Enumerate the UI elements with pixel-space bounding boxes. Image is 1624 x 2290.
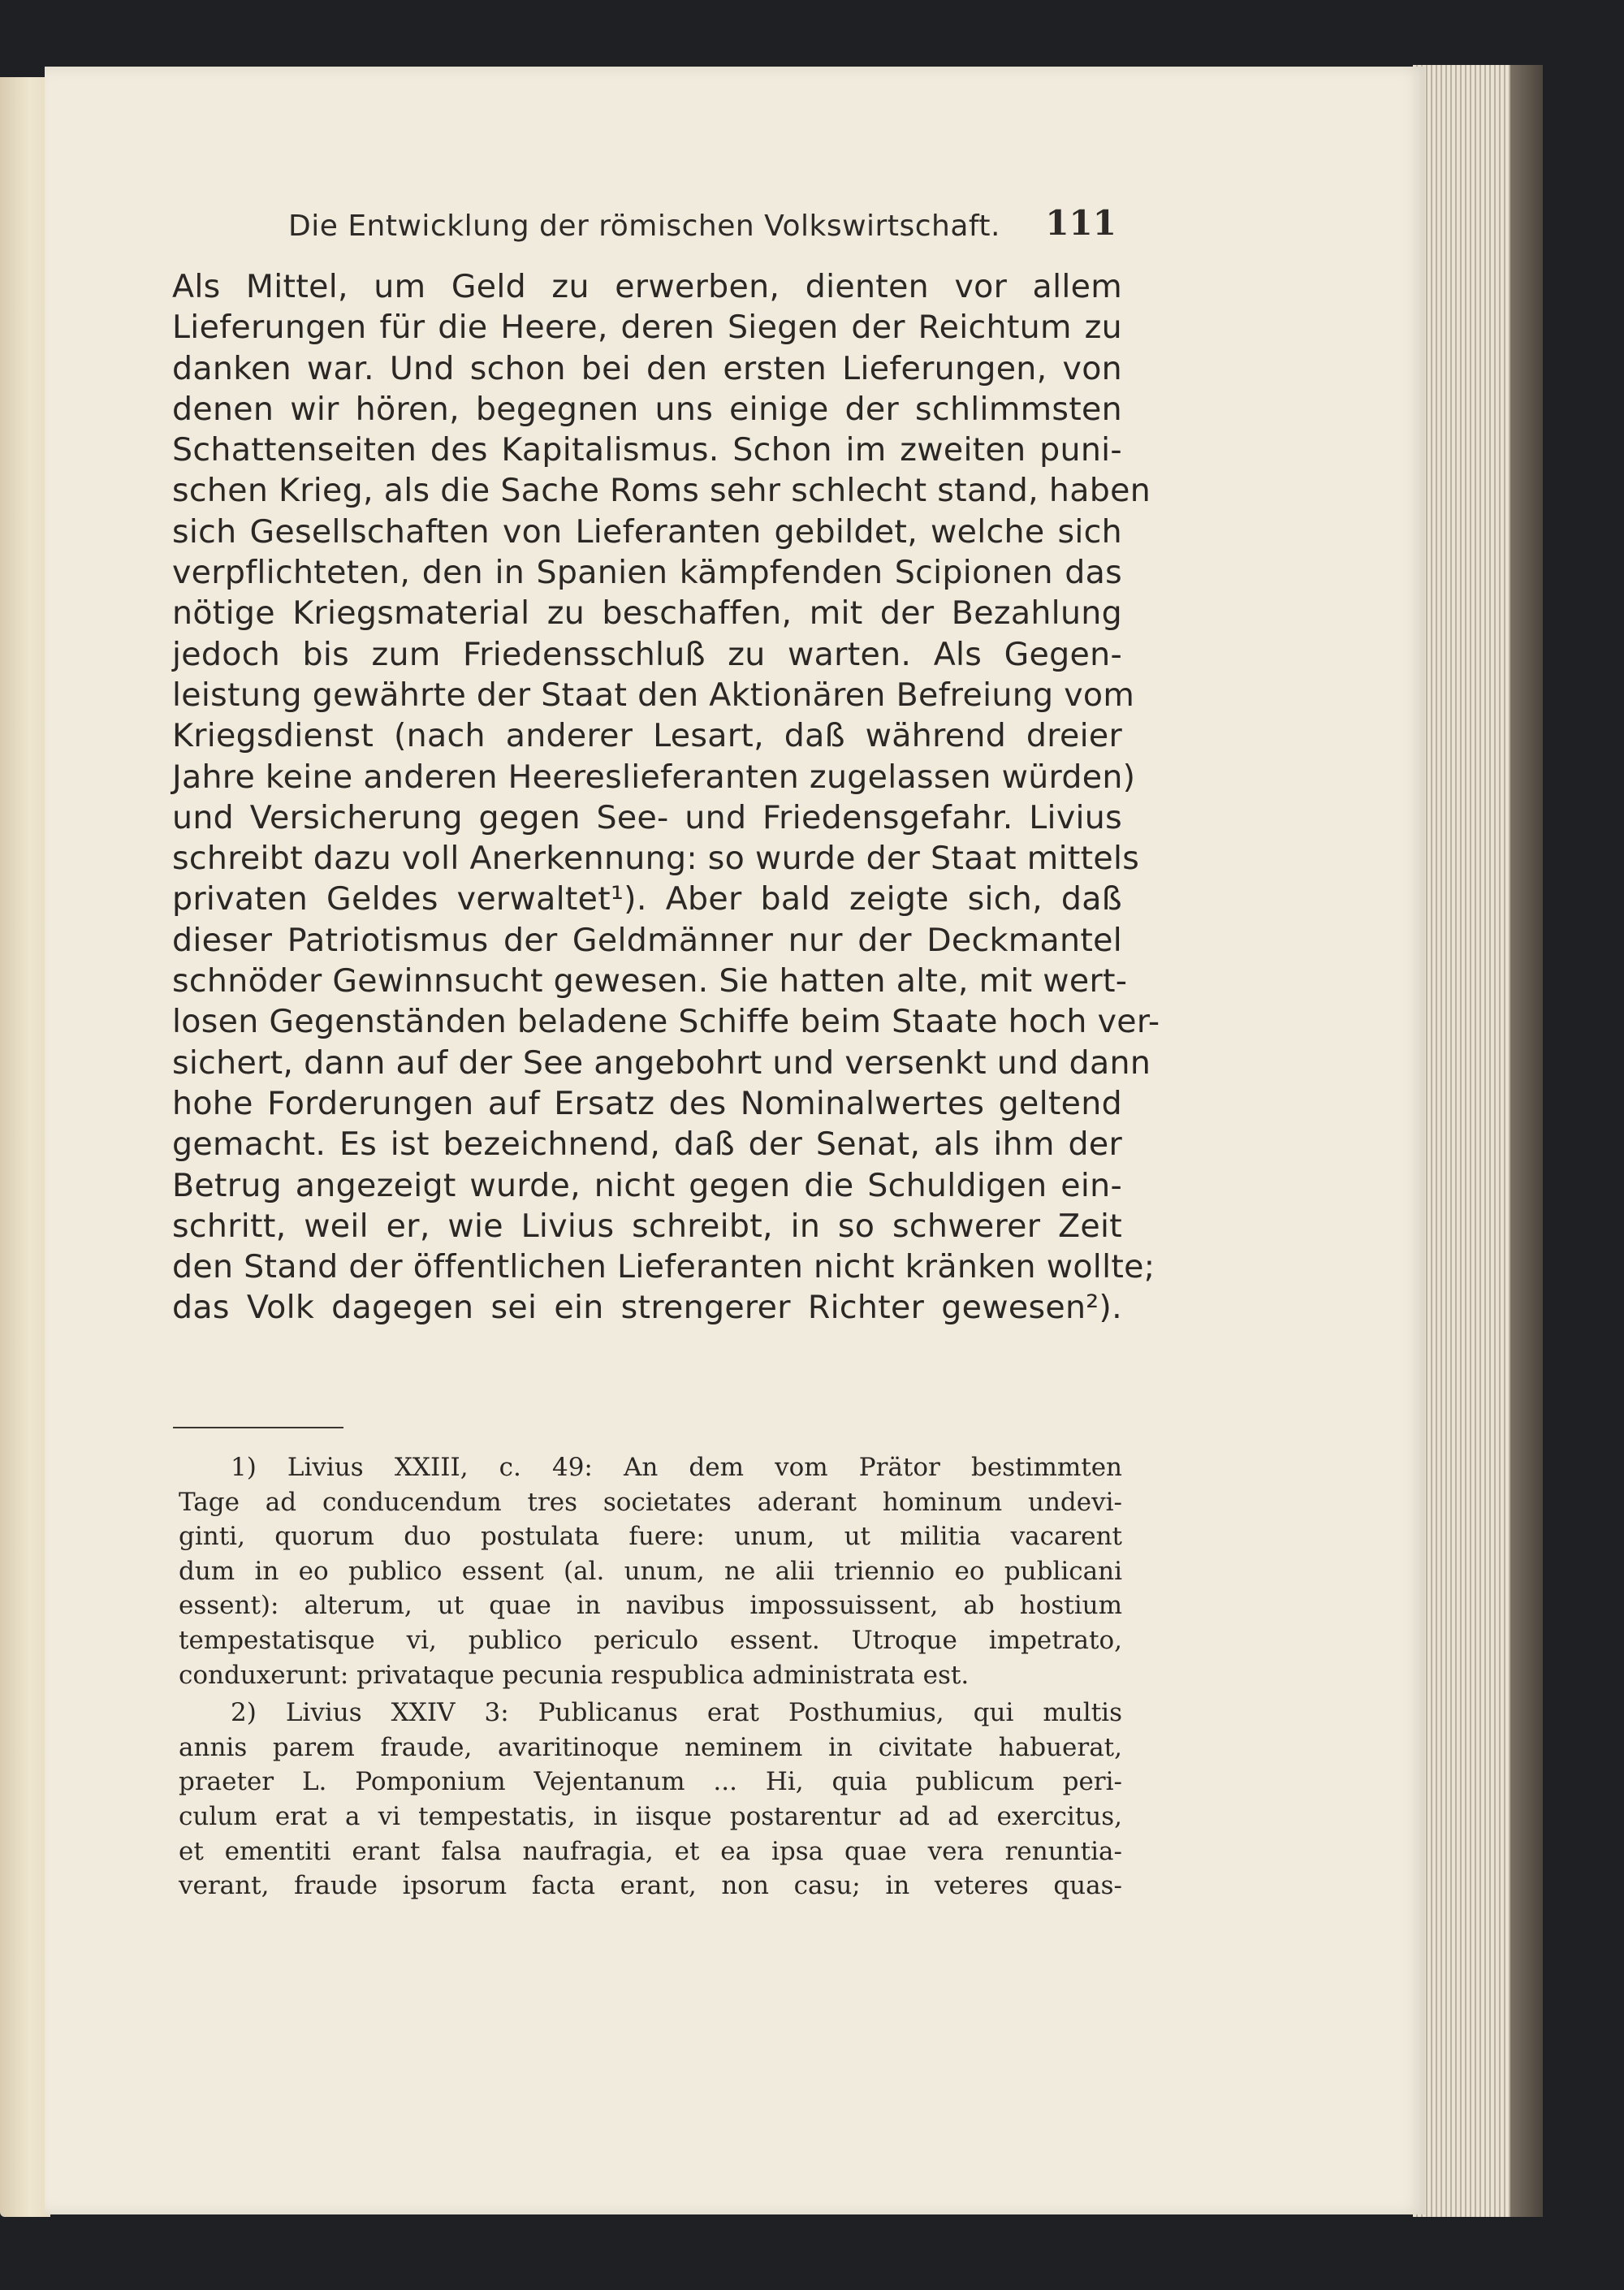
- footnote-line: verant, fraude ipsorum facta erant, non casu; in veteres quas-: [179, 1871, 1122, 1901]
- footnote-2: [179, 1696, 1122, 1903]
- body-text: [172, 266, 1160, 1329]
- body-line: danken war. Und schon bei den ersten Lieferungen, von: [172, 349, 1122, 387]
- body-line: den Stand der öffentlichen Lieferanten nicht kränken wollte;: [172, 1248, 1155, 1286]
- body-line: jedoch bis zum Friedensschluß zu warten. Als Gegen-: [172, 635, 1122, 673]
- running-title: Die Entwicklung der römischen Volkswirtschaft.: [288, 210, 1000, 243]
- body-line: schreibt dazu voll Anerkennung: so wurde der Staat mittels: [172, 840, 1140, 878]
- body-line: schen Krieg, als die Sache Roms sehr schlecht stand, haben: [172, 472, 1151, 510]
- body-line: das Volk dagegen sei ein strengerer Richter gewesen²).: [172, 1289, 1122, 1327]
- footnote-line: dum in eo publico essent (al. unum, ne alii triennio eo publicani: [179, 1556, 1122, 1586]
- page-number: 111: [1045, 203, 1116, 243]
- body-line: Kriegsdienst (nach anderer Lesart, daß während dreier: [172, 717, 1122, 755]
- footnote-separator: [173, 1427, 343, 1428]
- body-line: sich Gesellschaften von Lieferanten gebildet, welche sich: [172, 512, 1122, 551]
- footnotes: [179, 1450, 1122, 1903]
- footnote-line: praeter L. Pomponium Vejentanum ... Hi, quia publicum peri-: [179, 1767, 1122, 1797]
- footnote-line: culum erat a vi tempestatis, in iisque postarentur ad ad exercitus,: [179, 1801, 1122, 1831]
- body-line: hohe Forderungen auf Ersatz des Nominalwertes geltend: [172, 1084, 1122, 1122]
- footnote-line: Tage ad conducendum tres societates aderant hominum undevi-: [179, 1487, 1122, 1517]
- footnote-line: annis parem fraude, avaritinoque neminem in civitate habuerat,: [179, 1732, 1122, 1762]
- footnote-line: conduxerunt: privataque pecunia respublica administrata est.: [179, 1660, 970, 1690]
- body-line: Lieferungen für die Heere, deren Siegen der Reichtum zu: [172, 309, 1122, 347]
- body-line: gemacht. Es ist bezeichnend, daß der Senat, als ihm der: [172, 1126, 1122, 1164]
- body-line: nötige Kriegsmaterial zu beschaffen, mit der Bezahlung: [172, 594, 1122, 633]
- body-line: Als Mittel, um Geld zu erwerben, dienten vor allem: [172, 268, 1122, 305]
- footnote-line: tempestatisque vi, publico periculo essent. Utroque impetrato,: [179, 1625, 1122, 1655]
- body-line: leistung gewährte der Staat den Aktionären Befreiung vom: [172, 676, 1135, 714]
- footnote-line: 1) Livius XXIII, c. 49: An dem vom Prätor bestimmten: [231, 1453, 1122, 1482]
- body-line: losen Gegenständen beladene Schiffe beim Staate hoch ver-: [172, 1003, 1160, 1041]
- body-line: dieser Patriotismus der Geldmänner nur der Deckmantel: [172, 921, 1122, 959]
- body-line: denen wir hören, begegnen uns einige der schlimmsten: [172, 390, 1122, 428]
- facing-page-edge: [0, 77, 50, 2217]
- footnote-line: essent): alterum, ut quae in navibus impossuissent, ab hostium: [179, 1591, 1122, 1621]
- footnote-1: [179, 1450, 1122, 1692]
- body-line: Jahre keine anderen Heereslieferanten zugelassen würden): [172, 758, 1136, 796]
- footnote-line: 2) Livius XXIV 3: Publicanus erat Posthumius, qui multis: [231, 1698, 1122, 1728]
- body-line: sichert, dann auf der See angebohrt und versenkt und dann: [172, 1043, 1151, 1082]
- body-line: schnöder Gewinnsucht gewesen. Sie hatten alte, mit wert-: [172, 962, 1128, 1000]
- body-line: verpflichteten, den in Spanien kämpfenden Scipionen das: [172, 554, 1122, 592]
- body-line: Betrug angezeigt wurde, nicht gegen die Schuldigen ein-: [172, 1166, 1122, 1204]
- book-cover-edge: [1510, 65, 1543, 2217]
- body-line: Schattenseiten des Kapitalismus. Schon im zweiten puni-: [172, 431, 1122, 469]
- page-header: [288, 203, 1116, 260]
- body-line: und Versicherung gegen See- und Friedensgefahr. Livius: [172, 798, 1122, 836]
- footnote-line: et ementiti erant falsa naufragia, et ea ipsa quae vera renuntia-: [179, 1836, 1122, 1866]
- body-line: schritt, weil er, wie Livius schreibt, in so schwerer Zeit: [172, 1207, 1122, 1245]
- body-line: privaten Geldes verwaltet¹). Aber bald zeigte sich, daß: [172, 880, 1122, 918]
- footnote-line: ginti, quorum duo postulata fuere: unum, ut militia vacarent: [179, 1522, 1122, 1552]
